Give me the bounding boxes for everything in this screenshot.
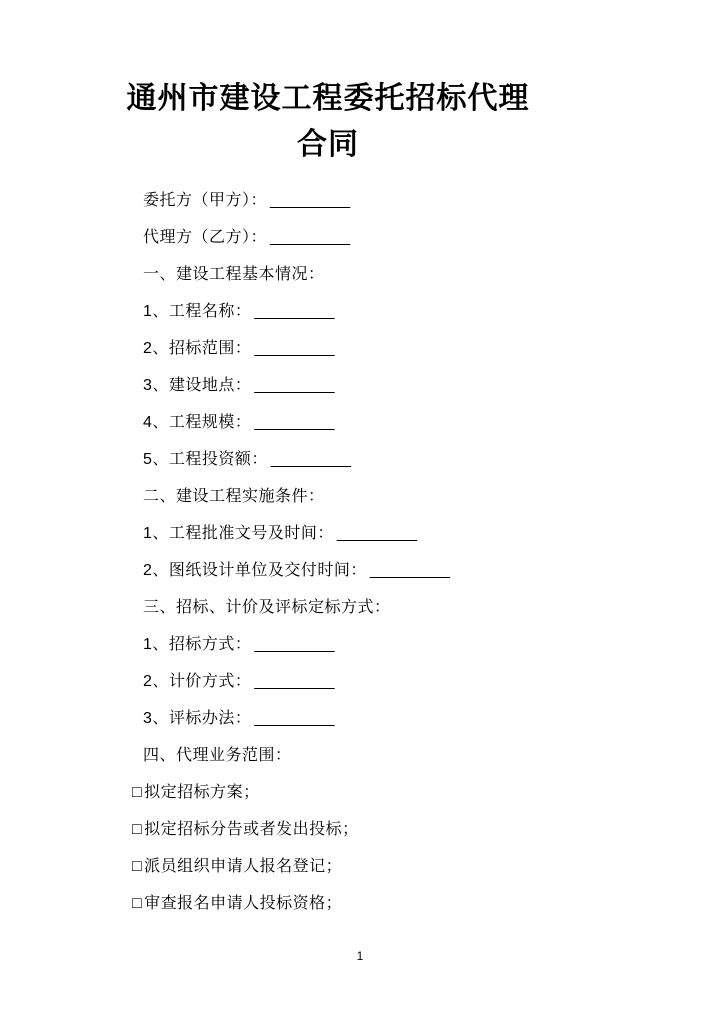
line-label: 5、工程投资额： bbox=[143, 451, 268, 468]
blank-field: _________ bbox=[254, 340, 335, 357]
line-label: 派员组织申请人报名登记； bbox=[144, 858, 343, 875]
line-label: 拟定招标方案； bbox=[144, 784, 260, 801]
page-number: 1 bbox=[356, 949, 364, 963]
document-line bbox=[143, 515, 720, 552]
title-line-2: 合同 bbox=[297, 128, 359, 161]
checkbox-line bbox=[132, 811, 720, 848]
blank-field: _________ bbox=[254, 377, 335, 394]
line-label: 拟定招标分告或者发出投标； bbox=[144, 821, 359, 838]
checkbox-line bbox=[132, 848, 720, 885]
document-line bbox=[143, 293, 720, 330]
line-label: 1、工程批准文号及时间： bbox=[143, 525, 334, 542]
checkbox-icon: □ bbox=[132, 784, 143, 801]
document-line bbox=[143, 441, 720, 478]
blank-field: _________ bbox=[254, 710, 335, 727]
document-line bbox=[143, 663, 720, 700]
document-line bbox=[143, 552, 720, 589]
line-label: 四、代理业务范围： bbox=[143, 747, 292, 764]
document-line bbox=[143, 404, 720, 441]
section-heading bbox=[143, 737, 720, 774]
document-line bbox=[143, 330, 720, 367]
document-body bbox=[132, 182, 720, 922]
line-label: 审查报名申请人投标资格； bbox=[144, 895, 343, 912]
document-line bbox=[143, 182, 720, 219]
blank-field: _________ bbox=[270, 451, 351, 468]
line-label: 2、招标范围： bbox=[143, 340, 252, 357]
checkbox-icon: □ bbox=[132, 821, 143, 838]
document-line bbox=[143, 626, 720, 663]
blank-field: _________ bbox=[270, 229, 351, 246]
line-label: 委托方（甲方）： bbox=[143, 192, 268, 209]
checkbox-icon: □ bbox=[132, 895, 143, 912]
blank-field: _________ bbox=[254, 636, 335, 653]
section-heading bbox=[143, 589, 720, 626]
blank-field: _________ bbox=[254, 414, 335, 431]
title-line-1: 通州市建设工程委托招标代理 bbox=[126, 82, 530, 115]
line-label: 3、评标办法： bbox=[143, 710, 252, 727]
blank-field: _________ bbox=[336, 525, 417, 542]
section-heading bbox=[143, 256, 720, 293]
line-label: 2、图纸设计单位及交付时间： bbox=[143, 562, 367, 579]
line-label: 一、建设工程基本情况： bbox=[143, 266, 325, 283]
blank-field: _________ bbox=[254, 673, 335, 690]
document-line bbox=[143, 700, 720, 737]
section-heading bbox=[143, 478, 720, 515]
line-label: 4、工程规模： bbox=[143, 414, 252, 431]
document-title bbox=[0, 0, 656, 168]
blank-field: _________ bbox=[270, 192, 351, 209]
blank-field: _________ bbox=[254, 303, 335, 320]
checkbox-icon: □ bbox=[132, 858, 143, 875]
line-label: 三、招标、计价及评标定标方式： bbox=[143, 599, 391, 616]
blank-field: _________ bbox=[369, 562, 450, 579]
checkbox-line bbox=[132, 885, 720, 922]
line-label: 2、计价方式： bbox=[143, 673, 252, 690]
checkbox-line bbox=[132, 774, 720, 811]
line-label: 代理方（乙方）： bbox=[143, 229, 268, 246]
line-label: 二、建设工程实施条件： bbox=[143, 488, 325, 505]
document-line bbox=[143, 219, 720, 256]
line-label: 1、工程名称： bbox=[143, 303, 252, 320]
line-label: 3、建设地点： bbox=[143, 377, 252, 394]
line-label: 1、招标方式： bbox=[143, 636, 252, 653]
document-line bbox=[143, 367, 720, 404]
